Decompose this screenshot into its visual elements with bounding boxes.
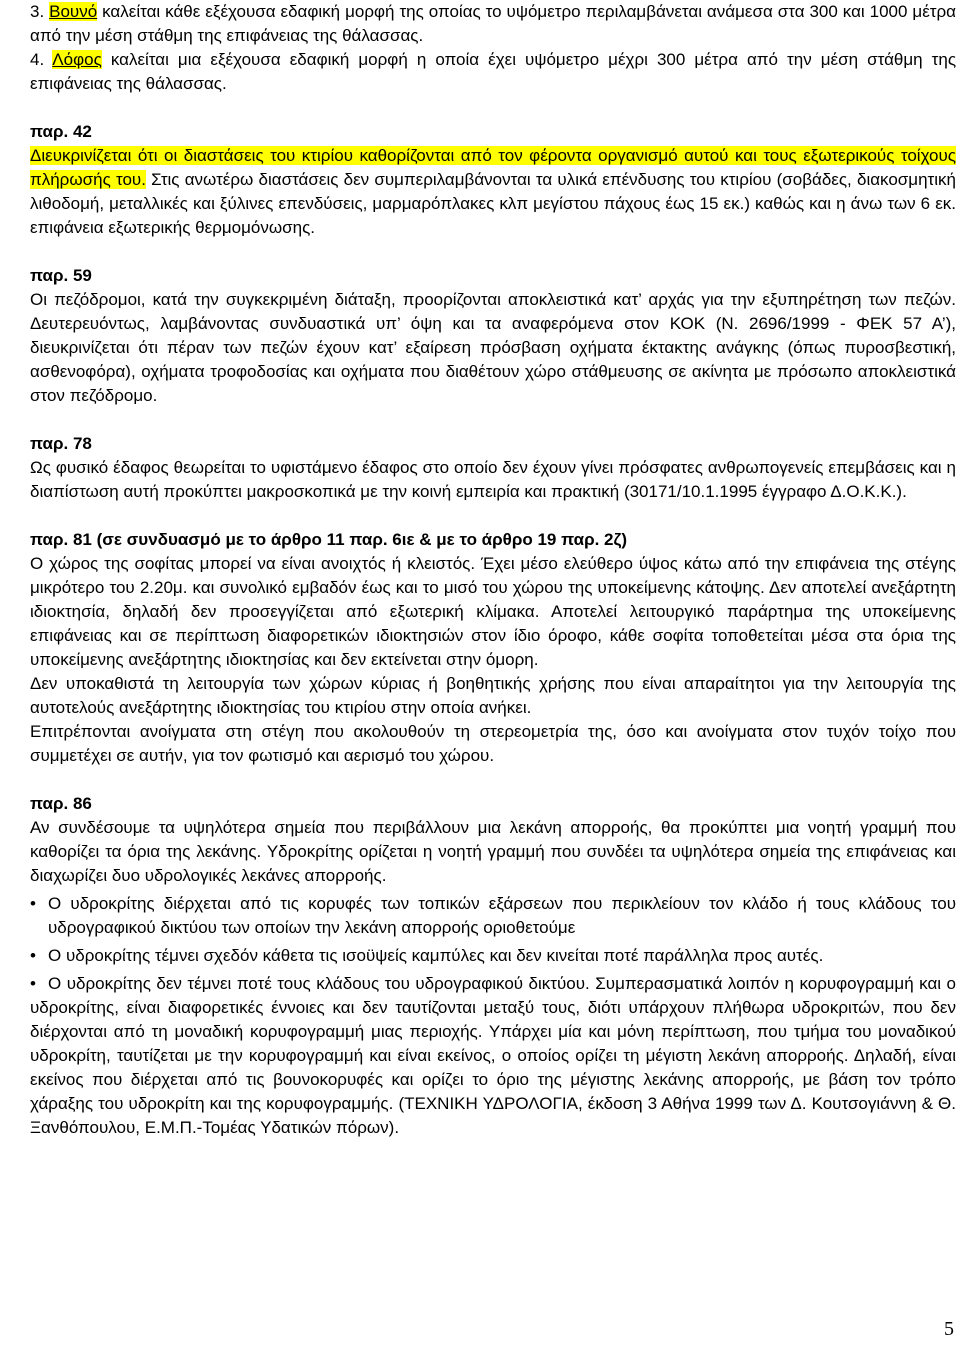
section-heading-78: παρ. 78: [30, 434, 92, 453]
list-item-text: καλείται κάθε εξέχουσα εδαφική μορφή της οποίας το υψόμετρο περιλαμβάνεται ανάμεσα στα 300 και 1000 μέτρα από την μέση στάθμη της επιφάνειας της θάλασσας.: [30, 2, 957, 45]
list-item-3: [30, 0, 956, 48]
section-text-81-p1: Ο χώρος της σοφίτας μπορεί να είναι ανοιχτός ή κλειστός. Έχει μέσο ελεύθερο ύψος κάτω από την επιφάνεια της στέγης μικρότερο του 2.20μ. και συνολικό εμβαδόν έως και το μισό του χώρου της υποκείμενης κάτοψης. Δεν αποτελεί ανεξάρτητη ιδιοκτησία, δηλαδή δεν προσεγγίζεται από εξωτερική κλίμακα. Αποτελεί λειτουργικό παράρτημα της υποκείμενης επιφάνειας και σε περίπτωση διαφορετικών ιδιοκτησιών στον ίδιο όροφο, κάθε σοφίτα τοποθετείται μέσα στα όρια της υποκείμενης ανεξάρτητης ιδιοκτησίας και δεν εκτείνεται στην όμορη.: [30, 554, 956, 669]
bullet-icon: •: [30, 946, 36, 965]
page-number: 5: [944, 1318, 954, 1340]
section-heading-59: παρ. 59: [30, 266, 92, 285]
bullet-text: Ο υδροκρίτης δεν τέμνει ποτέ τους κλάδους του υδρογραφικού δικτύου. Συμπερασματικά λοιπόν η κορυφογραμμή και ο υδροκρίτης, είναι διαφορετικές έννοιες και δεν ταυτίζονται μεταξύ τους, διότι υπάρχουν πλήθωρα υδροκριτών, που δεν διέρχονται από τη μοναδική κορυφογραμμή μιας περιοχής. Υπάρχει μία και μόνη περίπτωση, που τμήμα του μοναδικού υδροκρίτη, ταυτίζεται με την κορυφογραμμή και είναι εκείνος, ο οποίος ορίζει τη μέγιστη λεκάνη απορροής. Δηλαδή, είναι εκείνος που διέρχεται από τις βουνοκορυφές και ορίζει το όριο της μέγιστης λεκάνης απορροής, με βάση τον τρόπο χάραξης του υδροκρίτη και της κορυφογραμμής. (ΤΕΧΝΙΚΗ ΥΔΡΟΛΟΓΙΑ, έκδοση 3 Αθήνα 1999 των Δ. Κουτσογιάννη & Θ. Ξανθόπουλου, Ε.Μ.Π.-Τομέας Υδατικών πόρων).: [30, 974, 956, 1137]
list-number: 4.: [30, 50, 53, 69]
list-item-4: [30, 48, 956, 96]
highlighted-text: Διευκρινίζεται ότι οι διαστάσεις του κτιρίου καθορίζονται από τον φέροντα οργανισμό αυτού και τους εξωτερικούς τοίχους πλήρωσής του.: [30, 146, 956, 189]
section-text-59: Οι πεζόδρομοι, κατά την συγκεκριμένη διάταξη, προορίζονται αποκλειστικά κατ’ αρχάς για την εξυπηρέτηση των πεζών. Δευτερευόντως, λαμβάνοντας συνδυαστικά υπ’ όψη και τα αναφερόμενα στον ΚΟΚ (Ν. 2696/1999 - ΦΕΚ 57 Α’), διευκρινίζεται ότι πέραν των πεζών έχουν κατ’ εξαίρεση πρόσβαση οχήματα έκτακτης ανάγκης (όπως πυροσβεστική, ασθενοφόρα), οχήματα τροφοδοσίας και οχήματα που διαθέτουν χώρο στάθμευσης σε ακίνητα με πρόσωπο αποκλειστικά στον πεζόδρομο.: [30, 290, 956, 405]
list-item: [30, 972, 956, 1140]
section-text-86: Αν συνδέσουμε τα υψηλότερα σημεία που περιβάλλουν μια λεκάνη απορροής, θα προκύπτει μια νοητή γραμμή που καθορίζει τα όρια της λεκάνης. Υδροκρίτης ορίζεται η νοητή γραμμή που συνδέει τα υψηλότερα σημεία της επιφάνειας και διαχωρίζει δυο υδρολογικές λεκάνες απορροής.: [30, 818, 956, 885]
section-text-81-p3: Επιτρέπονται ανοίγματα στη στέγη που ακολουθούν τη στερεομετρία της, όσο και ανοίγματα στον τυχόν τοίχο που συμμετέχει σε αυτήν, για τον φωτισμό και αερισμό του χώρου.: [30, 722, 956, 765]
section-heading-81: παρ. 81 (σε συνδυασμό με το άρθρο 11 παρ. 6ιε & με το άρθρο 19 παρ. 2ζ): [30, 530, 627, 549]
section-text-81-p2: Δεν υποκαθιστά τη λειτουργία των χώρων κύριας ή βοηθητικής χρήσης που είναι απαραίτητοι για την λειτουργία της αυτοτελούς ανεξάρτητης ιδιοκτησίας του κτιρίου στην οποία ανήκει.: [30, 674, 956, 717]
bullet-icon: •: [30, 974, 36, 993]
list-item: [30, 944, 956, 968]
bullet-text: Ο υδροκρίτης διέρχεται από τις κορυφές των τοπικών εξάρσεων που περικλείουν τον κλάδο ή τους κλάδους του υδρογραφικού δικτύου των οποίων την λεκάνη απορροής οριοθετούμε: [48, 894, 956, 937]
bullet-text: Ο υδροκρίτης τέμνει σχεδόν κάθετα τις ισοϋψείς καμπύλες και δεν κινείται ποτέ παράλληλα προς αυτές.: [48, 946, 824, 965]
section-text-42: [30, 144, 956, 240]
bullet-icon: •: [30, 894, 36, 913]
term-lofos: Λόφος: [52, 50, 102, 69]
list-item: [30, 892, 956, 940]
term-vouno: Βουνό: [49, 2, 98, 21]
section-text-78: Ως φυσικό έδαφος θεωρείται το υφιστάμενο έδαφος στο οποίο δεν έχουν γίνει πρόσφατες ανθρωπογενείς επεμβάσεις και η διαπίστωση αυτή προκύπτει μακροσκοπικά με την κοινή εμπειρία και πρακτική (30171/10.1.1995 έγγραφο Δ.Ο.Κ.Κ.).: [30, 458, 956, 501]
section-heading-42: παρ. 42: [30, 122, 92, 141]
section-heading-86: παρ. 86: [30, 794, 92, 813]
list-number: 3.: [30, 2, 50, 21]
list-item-text: καλείται μια εξέχουσα εδαφική μορφή η οποία έχει υψόμετρο μέχρι 300 μέτρα από την μέση στάθμη της επιφάνειας της θάλασσας.: [30, 50, 957, 93]
body-text: Στις ανωτέρω διαστάσεις δεν συμπεριλαμβάνονται τα υλικά επένδυσης του κτιρίου (σοβάδες, διακοσμητική λιθοδομή, μεταλλικές και ξύλινες επενδύσεις, μαρμαρόπλακες κλπ μεγίστου πάχους έως 15 εκ.) καθώς και η άνω των 6 εκ. επιφάνεια εξωτερικής θερμομόνωσης.: [30, 170, 956, 237]
page-content: [30, 0, 956, 1140]
